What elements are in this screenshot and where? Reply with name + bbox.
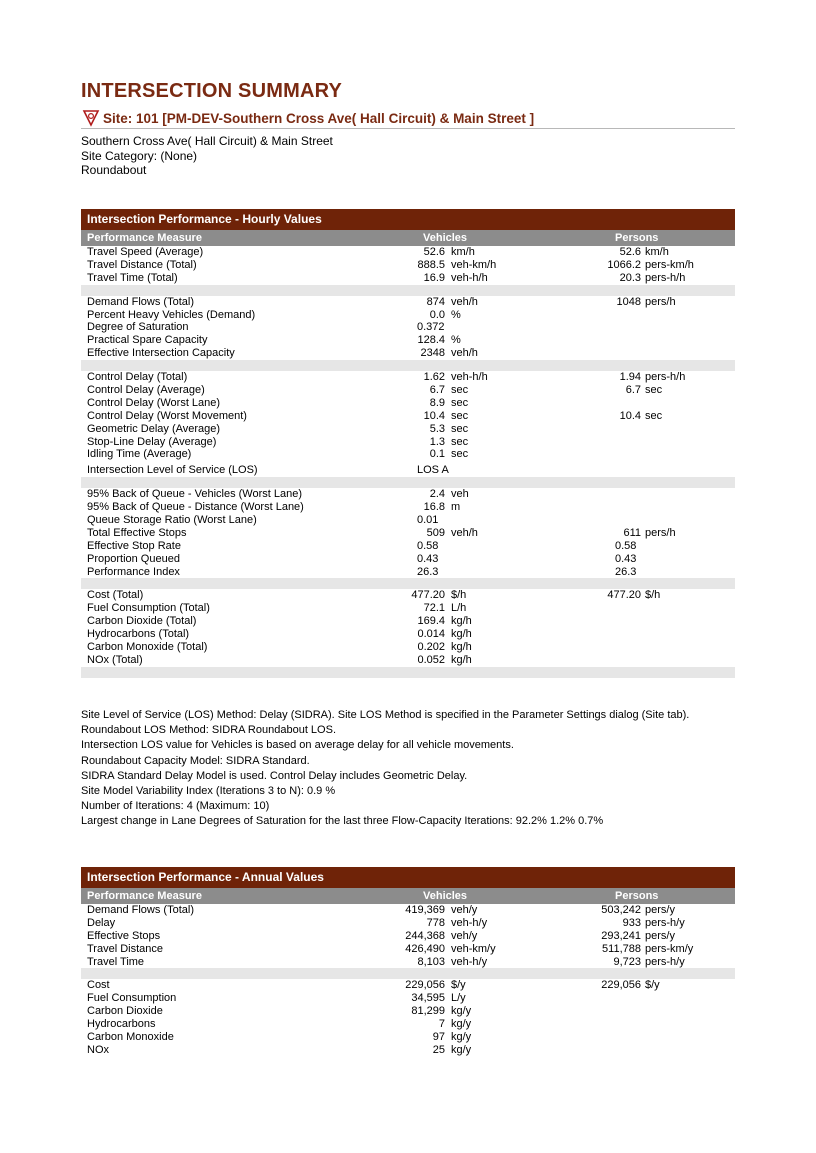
- hourly-column-header: [81, 230, 735, 246]
- table-row: [81, 553, 735, 566]
- table-row: [81, 321, 735, 334]
- table-row: [81, 540, 735, 553]
- table-row: [81, 296, 735, 309]
- vehicles-value-cell: 888.5: [417, 258, 445, 271]
- measure-cell: Effective Stops: [87, 929, 161, 942]
- vehicles-value-cell: 169.4: [417, 615, 445, 628]
- vehicles-value-cell: 0.014: [417, 628, 445, 641]
- vehicles-unit-cell: veh-h/h: [451, 371, 488, 384]
- note-line: Site Level of Service (LOS) Method: Delay (SIDRA). Site LOS Method is specified in the Parameter Settings dialog (Site tab).: [81, 709, 690, 721]
- vehicles-unit-cell: veh-km/y: [451, 942, 496, 955]
- vehicles-unit-cell: veh-h/y: [451, 916, 488, 929]
- persons-value-cell: 52.6: [619, 246, 641, 258]
- measure-cell: 95% Back of Queue - Vehicles (Worst Lane): [87, 488, 303, 501]
- vehicles-value-cell: 0.01: [417, 514, 439, 527]
- measure-cell: Queue Storage Ratio (Worst Lane): [87, 514, 257, 527]
- vehicles-unit-cell: veh-h/h: [451, 271, 488, 284]
- vehicles-value-cell: 2348: [420, 347, 445, 360]
- group-separator: [81, 285, 735, 296]
- row-group: [81, 371, 735, 477]
- vehicles-value-cell: 0.58: [417, 539, 439, 552]
- persons-value-cell: 293,241: [601, 929, 641, 942]
- vehicles-value-cell: 0.372: [417, 321, 445, 334]
- hourly-table-body: [81, 246, 735, 678]
- persons-value-cell: 477.20: [607, 589, 641, 602]
- vehicles-value-cell: 34,595: [411, 992, 445, 1005]
- vehicles-value-cell: 8,103: [417, 955, 445, 968]
- table-row: [81, 423, 735, 436]
- persons-value-cell: 1.94: [619, 371, 641, 384]
- vehicles-unit-cell: veh-km/h: [451, 258, 497, 271]
- site-title: Site: 101 [PM-DEV-Southern Cross Ave( Hall Circuit) & Main Street ]: [103, 111, 535, 126]
- site-info: [81, 134, 333, 178]
- vehicles-unit-cell: kg/h: [451, 615, 472, 628]
- vehicles-unit-cell: sec: [451, 409, 469, 422]
- vehicles-value-cell: 229,056: [405, 979, 445, 992]
- hourly-values-table: [81, 209, 735, 678]
- note-line: Number of Iterations: 4 (Maximum: 10): [81, 800, 270, 813]
- measure-cell: Fuel Consumption: [87, 992, 177, 1005]
- persons-unit-cell: pers-h/h: [645, 371, 686, 384]
- persons-value-cell: 9,723: [613, 955, 641, 968]
- table-row: [81, 654, 735, 667]
- persons-unit-cell: pers/h: [645, 295, 676, 308]
- table-row: [81, 1031, 735, 1044]
- persons-unit-cell: pers/y: [645, 904, 675, 916]
- vehicles-value-cell: 72.1: [423, 602, 445, 615]
- persons-unit-cell: pers-h/h: [645, 271, 686, 284]
- table-row: [81, 436, 735, 449]
- note-line: Site Model Variability Index (Iterations 3 to N): 0.9 %: [81, 785, 336, 798]
- vehicles-unit-cell: %: [451, 308, 461, 321]
- vehicles-unit-cell: kg/h: [451, 628, 472, 641]
- table-row: [81, 615, 735, 628]
- measure-cell: NOx (Total): [87, 653, 143, 666]
- table-row: [81, 589, 735, 602]
- measure-cell: Control Delay (Total): [87, 371, 188, 384]
- vehicles-unit-cell: kg/y: [451, 1031, 472, 1044]
- measure-cell: Delay: [87, 916, 116, 929]
- vehicles-unit-cell: L/y: [451, 992, 466, 1005]
- persons-unit-cell: pers-h/y: [645, 916, 685, 929]
- vehicles-unit-cell: kg/y: [451, 1043, 472, 1056]
- measure-cell: Geometric Delay (Average): [87, 422, 221, 435]
- vehicles-value-cell: LOS A: [417, 464, 449, 477]
- table-row: [81, 917, 735, 930]
- measure-cell: Effective Stop Rate: [87, 539, 181, 552]
- table-row: [81, 448, 735, 461]
- vehicles-value-cell: 0.1: [429, 448, 445, 461]
- row-group: [81, 296, 735, 360]
- measure-cell: Effective Intersection Capacity: [87, 347, 235, 360]
- row-group: [81, 904, 735, 968]
- group-separator: [81, 578, 735, 589]
- vehicles-value-cell: 128.4: [417, 334, 445, 347]
- hourly-table-title: Intersection Performance - Hourly Values: [81, 209, 735, 230]
- persons-value-cell: 10.4: [619, 409, 641, 422]
- measure-cell: Control Delay (Average): [87, 384, 205, 397]
- table-row: [81, 566, 735, 579]
- vehicles-value-cell: 97: [432, 1031, 445, 1044]
- measure-cell: Cost (Total): [87, 589, 144, 602]
- vehicles-value-cell: 244,368: [405, 929, 445, 942]
- measure-cell: Hydrocarbons (Total): [87, 628, 190, 641]
- table-row: [81, 956, 735, 969]
- persons-value-cell: 503,242: [601, 904, 641, 916]
- measure-cell: Travel Distance (Total): [87, 258, 197, 271]
- persons-value-cell: 0.58: [615, 539, 637, 552]
- table-row: [81, 410, 735, 423]
- table-row: [81, 371, 735, 384]
- vehicles-unit-cell: L/h: [451, 602, 467, 615]
- table-row: [81, 347, 735, 360]
- notes: [81, 708, 689, 830]
- table-row: [81, 1044, 735, 1057]
- persons-unit-cell: pers-h/y: [645, 955, 685, 968]
- col-performance-measure: Performance Measure: [87, 890, 202, 902]
- persons-value-cell: 1048: [616, 295, 641, 308]
- table-row: [81, 1005, 735, 1018]
- table-row: [81, 246, 735, 259]
- vehicles-unit-cell: m: [451, 501, 461, 514]
- col-vehicles: Vehicles: [423, 232, 468, 244]
- annual-column-header: [81, 888, 735, 904]
- table-row: [81, 334, 735, 347]
- measure-cell: Travel Distance: [87, 942, 164, 955]
- note-line: Intersection LOS value for Vehicles is based on average delay for all vehicle movements.: [81, 739, 514, 752]
- vehicles-unit-cell: kg/h: [451, 641, 472, 654]
- measure-cell: Control Delay (Worst Lane): [87, 396, 221, 409]
- measure-cell: Control Delay (Worst Movement): [87, 409, 247, 422]
- vehicles-unit-cell: veh/h: [451, 347, 478, 360]
- persons-value-cell: 229,056: [601, 979, 641, 992]
- vehicles-value-cell: 10.4: [423, 409, 445, 422]
- vehicles-unit-cell: veh/h: [451, 526, 478, 539]
- vehicles-value-cell: 6.7: [429, 384, 445, 397]
- annual-values-table: [81, 867, 735, 1057]
- persons-unit-cell: pers-km/h: [645, 258, 694, 271]
- vehicles-value-cell: 7: [438, 1018, 445, 1031]
- vehicles-value-cell: 419,369: [405, 904, 445, 916]
- measure-cell: Demand Flows (Total): [87, 904, 194, 916]
- note-line: SIDRA Standard Delay Model is used. Control Delay includes Geometric Delay.: [81, 769, 468, 782]
- vehicles-unit-cell: veh/y: [451, 904, 478, 916]
- persons-value-cell: 611: [623, 526, 641, 539]
- persons-value-cell: 933: [622, 916, 641, 929]
- persons-unit-cell: pers-km/y: [645, 942, 694, 955]
- note-line: Roundabout Capacity Model: SIDRA Standard.: [81, 754, 310, 767]
- vehicles-unit-cell: kg/h: [451, 653, 472, 666]
- persons-unit-cell: $/y: [645, 979, 660, 992]
- vehicles-unit-cell: sec: [451, 435, 469, 448]
- table-row: [81, 488, 735, 501]
- col-persons: Persons: [615, 232, 659, 244]
- persons-unit-cell: km/h: [645, 246, 669, 258]
- persons-value-cell: 1066.2: [607, 258, 641, 271]
- annual-table-title: Intersection Performance - Annual Values: [81, 867, 735, 888]
- persons-unit-cell: sec: [645, 384, 663, 397]
- vehicles-unit-cell: %: [451, 334, 461, 347]
- vehicles-unit-cell: veh-h/y: [451, 955, 488, 968]
- row-group: [81, 246, 735, 285]
- vehicles-value-cell: 8.9: [429, 396, 445, 409]
- persons-unit-cell: $/h: [645, 589, 661, 602]
- measure-cell: Carbon Dioxide: [87, 1005, 163, 1018]
- persons-unit-cell: pers/h: [645, 526, 676, 539]
- vehicles-unit-cell: km/h: [451, 246, 475, 258]
- vehicles-value-cell: 81,299: [411, 1005, 445, 1018]
- site-info-category: Site Category: (None): [81, 148, 198, 163]
- table-row: [81, 397, 735, 410]
- vehicles-unit-cell: veh: [451, 488, 469, 501]
- measure-cell: Carbon Monoxide: [87, 1031, 174, 1044]
- site-heading: [81, 108, 735, 129]
- measure-cell: Intersection Level of Service (LOS): [87, 464, 258, 477]
- measure-cell: NOx: [87, 1043, 109, 1056]
- table-row: [81, 602, 735, 615]
- persons-unit-cell: sec: [645, 409, 663, 422]
- measure-cell: 95% Back of Queue - Distance (Worst Lane): [87, 501, 304, 514]
- note-line: Largest change in Lane Degrees of Saturation for the last three Flow-Capacity Iterations: 92.2% 1.2% 0.7%: [81, 815, 604, 828]
- measure-cell: Travel Speed (Average): [87, 246, 204, 258]
- vehicles-unit-cell: veh/y: [451, 929, 478, 942]
- vehicles-value-cell: 26.3: [417, 565, 439, 578]
- report-title: INTERSECTION SUMMARY: [81, 80, 343, 102]
- table-row: [81, 514, 735, 527]
- measure-cell: Practical Spare Capacity: [87, 334, 208, 347]
- table-row: [81, 904, 735, 917]
- persons-value-cell: 6.7: [625, 384, 641, 397]
- vehicles-value-cell: 778: [426, 916, 445, 929]
- vehicles-unit-cell: kg/y: [451, 1018, 472, 1031]
- vehicles-value-cell: 0.43: [417, 552, 439, 565]
- col-vehicles: Vehicles: [423, 890, 468, 902]
- persons-value-cell: 511,788: [602, 942, 641, 955]
- vehicles-value-cell: 0.202: [417, 641, 445, 654]
- vehicles-unit-cell: sec: [451, 396, 469, 409]
- table-row: [81, 1018, 735, 1031]
- vehicles-value-cell: 2.4: [429, 488, 445, 501]
- measure-cell: Cost: [87, 979, 110, 992]
- col-persons: Persons: [615, 890, 659, 902]
- table-row: [81, 501, 735, 514]
- roundabout-icon: [82, 109, 100, 127]
- note-line: Roundabout LOS Method: SIDRA Roundabout LOS.: [81, 724, 336, 737]
- vehicles-value-cell: 1.62: [423, 371, 445, 384]
- table-row: [81, 979, 735, 992]
- table-row: [81, 527, 735, 540]
- table-row: [81, 309, 735, 322]
- group-separator: [81, 968, 735, 979]
- vehicles-unit-cell: $/h: [451, 589, 467, 602]
- group-separator: [81, 477, 735, 488]
- vehicles-value-cell: 426,490: [405, 942, 445, 955]
- table-row: [81, 464, 735, 477]
- vehicles-value-cell: 5.3: [429, 422, 445, 435]
- vehicles-unit-cell: sec: [451, 422, 469, 435]
- annual-table-body: [81, 904, 735, 1057]
- persons-value-cell: 26.3: [615, 565, 637, 578]
- row-group: [81, 979, 735, 1056]
- vehicles-unit-cell: kg/y: [451, 1005, 472, 1018]
- table-row: [81, 930, 735, 943]
- site-info-control-type: Roundabout: [81, 163, 147, 177]
- persons-value-cell: 0.43: [615, 552, 637, 565]
- measure-cell: Demand Flows (Total): [87, 295, 194, 308]
- table-row: [81, 384, 735, 397]
- persons-unit-cell: pers/y: [645, 929, 675, 942]
- table-row: [81, 628, 735, 641]
- col-performance-measure: Performance Measure: [87, 232, 202, 244]
- measure-cell: Hydrocarbons: [87, 1018, 156, 1031]
- vehicles-value-cell: 52.6: [423, 246, 445, 258]
- measure-cell: Total Effective Stops: [87, 526, 187, 539]
- measure-cell: Proportion Queued: [87, 552, 180, 565]
- table-row: [81, 641, 735, 654]
- row-group: [81, 488, 735, 578]
- measure-cell: Travel Time (Total): [87, 271, 178, 284]
- measure-cell: Stop-Line Delay (Average): [87, 435, 217, 448]
- table-row: [81, 272, 735, 285]
- measure-cell: Travel Time: [87, 955, 145, 968]
- measure-cell: Idling Time (Average): [87, 448, 192, 461]
- vehicles-value-cell: 25: [432, 1043, 445, 1056]
- vehicles-unit-cell: sec: [451, 448, 469, 461]
- measure-cell: Performance Index: [87, 565, 180, 578]
- vehicles-value-cell: 874: [426, 295, 445, 308]
- vehicles-value-cell: 16.8: [423, 501, 445, 514]
- vehicles-value-cell: 1.3: [429, 435, 445, 448]
- group-separator: [81, 360, 735, 371]
- vehicles-value-cell: 0.052: [417, 653, 445, 666]
- measure-cell: Carbon Dioxide (Total): [87, 615, 197, 628]
- site-info-intersection: Southern Cross Ave( Hall Circuit) & Main Street: [81, 134, 333, 148]
- vehicles-value-cell: 509: [426, 526, 445, 539]
- table-row: [81, 992, 735, 1005]
- measure-cell: Percent Heavy Vehicles (Demand): [87, 308, 256, 321]
- measure-cell: Degree of Saturation: [87, 321, 189, 334]
- row-group: [81, 589, 735, 666]
- vehicles-unit-cell: veh/h: [451, 295, 478, 308]
- vehicles-value-cell: 16.9: [423, 271, 445, 284]
- table-row: [81, 259, 735, 272]
- table-row: [81, 943, 735, 956]
- vehicles-value-cell: 477.20: [411, 589, 445, 602]
- vehicles-value-cell: 0.0: [429, 308, 445, 321]
- group-separator: [81, 667, 735, 678]
- vehicles-unit-cell: $/y: [451, 979, 466, 992]
- measure-cell: Fuel Consumption (Total): [87, 602, 210, 615]
- vehicles-unit-cell: sec: [451, 384, 469, 397]
- measure-cell: Carbon Monoxide (Total): [87, 641, 208, 654]
- persons-value-cell: 20.3: [619, 271, 641, 284]
